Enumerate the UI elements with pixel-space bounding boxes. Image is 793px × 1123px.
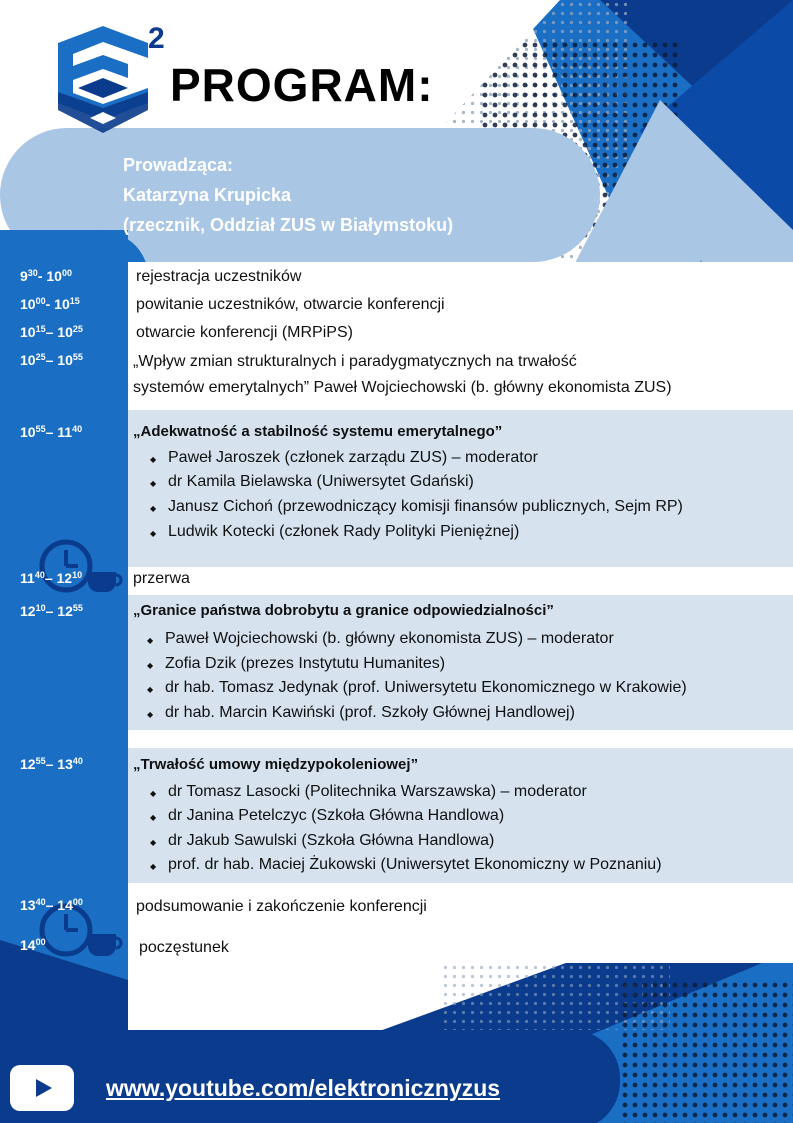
band-gap <box>128 730 793 748</box>
time-slot: $14^{00}$ <box>20 937 46 953</box>
page-title: PROGRAM: <box>170 59 434 111</box>
time-slot: $10^{55}-$ $11^{40}$ <box>20 424 83 440</box>
schedule-desc: podsumowanie i zakończenie konferencji <box>136 898 427 915</box>
time-slot: $10^{00}-$ $10^{15}$ <box>20 296 80 312</box>
clock-coffee-icon <box>36 536 126 598</box>
panel-member: ◆ dr Kamila Bielawska (Uniwersytet Gdański) <box>168 473 474 491</box>
panel-title: „Trwałość umowy międzypokoleniowej” <box>133 756 419 773</box>
time-slot: $12^{10}-$ $12^{55}$ <box>20 603 83 619</box>
time-slot: $10^{25}-$ $10^{55}$ <box>20 352 83 368</box>
schedule-desc: otwarcie konferencji (MRPiPS) <box>136 324 353 341</box>
host-label: Prowadząca: <box>123 155 234 175</box>
panel-member: ◆ Janusz Cichoń (przewodniczący komisji finansów publicznych, Sejm RP) <box>168 498 683 516</box>
schedule-desc: powitanie uczestników, otwarcie konferencji <box>136 296 445 313</box>
panel-member: ◆ dr Jakub Sawulski (Szkoła Główna Handlowa) <box>168 832 494 850</box>
schedule-desc: rejestracja uczestników <box>136 268 302 285</box>
panel-title: „Granice państwa dobrobytu a granice odpowiedzialności” <box>133 602 554 619</box>
time-slot: $10^{15}-$ $10^{25}$ <box>20 324 83 340</box>
band-break <box>128 567 793 595</box>
schedule-desc-cont: systemów emerytalnych” Paweł Wojciechowski (b. główny ekonomista ZUS) <box>133 379 672 396</box>
host-role: (rzecznik, Oddział ZUS w Białymstoku) <box>123 215 454 235</box>
panel-member: ◆ Zofia Dzik (prezes Instytutu Humanites) <box>165 655 445 673</box>
youtube-play-icon[interactable] <box>10 1065 74 1111</box>
panel-member: ◆ dr hab. Marcin Kawiński (prof. Szkoły Głównej Handlowej) <box>165 704 575 722</box>
time-slot: $11^{40}-$ $12^{10}$ <box>20 570 83 586</box>
schedule-desc: poczęstunek <box>139 939 229 956</box>
schedule-desc: „Wpływ zmian strukturalnych i paradygmatycznych na trwałość <box>133 353 577 370</box>
panel-member: ◆ Ludwik Kotecki (członek Rady Polityki Pieniężnej) <box>168 523 519 541</box>
svg-text:2: 2 <box>148 22 165 55</box>
host-name: Katarzyna Krupicka <box>123 185 292 205</box>
panel-title: „Adekwatność a stabilność systemu emerytalnego” <box>133 423 503 440</box>
panel-member: ◆ dr Tomasz Lasocki (Politechnika Warszawska) – moderator <box>168 783 587 801</box>
time-slot: $12^{55}-$ $13^{40}$ <box>20 756 83 772</box>
time-slot: $9^{30}-$ $10^{00}$ <box>20 268 72 284</box>
panel-member: ◆ Paweł Wojciechowski (b. główny ekonomista ZUS) – moderator <box>165 630 614 648</box>
panel-member: ◆ dr Janina Petelczyc (Szkoła Główna Handlowa) <box>168 807 504 825</box>
panel-member: ◆ dr hab. Tomasz Jedynak (prof. Uniwersytetu Ekonomicznego w Krakowie) <box>165 679 687 697</box>
youtube-link[interactable]: www.youtube.com/elektronicznyzus <box>106 1075 501 1101</box>
panel-member: ◆ prof. dr hab. Maciej Żukowski (Uniwersytet Ekonomiczny w Poznaniu) <box>168 856 662 874</box>
em2-logo <box>48 18 178 143</box>
time-slot: $13^{40}-$ $14^{00}$ <box>20 897 83 913</box>
panel-member: ◆ Paweł Jaroszek (członek zarządu ZUS) – moderator <box>168 449 538 467</box>
schedule-desc: przerwa <box>133 570 190 587</box>
